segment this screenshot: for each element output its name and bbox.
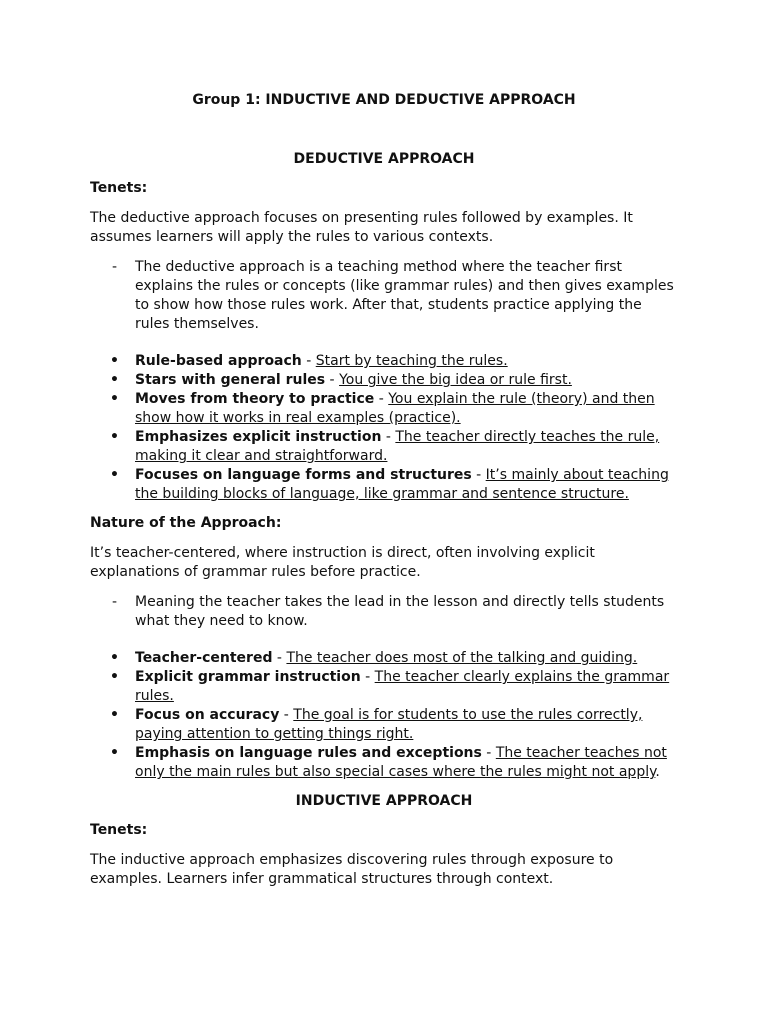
item-description: The teacher teaches not only the main rules but also special cases where the rules might not apply	[135, 745, 667, 780]
nature-dash-list	[90, 593, 678, 631]
list-item	[90, 390, 678, 428]
deductive-tenets-label: Tenets:	[90, 180, 148, 196]
item-separator: -	[325, 372, 340, 388]
item-separator: -	[301, 353, 316, 369]
item-description: The teacher directly teaches the rule, making it clear and straightforward.	[135, 429, 660, 464]
item-description: Start by teaching the rules.	[315, 353, 508, 369]
item-term: Explicit grammar instruction	[135, 669, 361, 685]
item-tail: .	[655, 764, 660, 780]
deductive-heading: DEDUCTIVE APPROACH	[293, 151, 475, 167]
deductive-tenets-dash-list	[90, 258, 678, 334]
list-item	[90, 649, 678, 668]
inductive-heading: INDUCTIVE APPROACH	[295, 793, 473, 809]
list-item	[90, 352, 678, 371]
item-term: Moves from theory to practice	[135, 391, 375, 407]
item-term: Emphasis on language rules and exceptions	[135, 745, 482, 761]
dash-item: - Meaning the teacher takes the lead in the lesson and directly tells students what they need to know.	[90, 593, 678, 631]
inductive-tenets-label: Tenets:	[90, 822, 148, 838]
deductive-tenets-bullets	[90, 352, 678, 504]
item-description: You explain the rule (theory) and then show how it works in real examples (practice).	[135, 391, 655, 426]
item-separator: -	[374, 391, 389, 407]
nature-label: Nature of the Approach:	[90, 515, 282, 531]
item-description: The goal is for students to use the rules correctly, paying attention to getting things right.	[135, 707, 643, 742]
item-description: The teacher does most of the talking and guiding.	[286, 650, 638, 666]
deductive-tenets-text: The deductive approach focuses on presenting rules followed by examples. It assumes learners will apply the rules to various contexts.	[90, 210, 633, 245]
item-separator: -	[272, 650, 287, 666]
item-separator: -	[381, 429, 396, 445]
list-item	[90, 466, 678, 504]
item-term: Focuses on language forms and structures	[135, 467, 472, 483]
list-item	[90, 428, 678, 466]
list-item	[90, 668, 678, 706]
item-separator: -	[279, 707, 294, 723]
nature-text: It’s teacher-centered, where instruction is direct, often involving explicit explanations of grammar rules before practice.	[90, 545, 595, 580]
item-term: Emphasizes explicit instruction	[135, 429, 382, 445]
item-term: Rule-based approach	[135, 353, 302, 369]
item-description: You give the big idea or rule first.	[339, 372, 572, 388]
document-title: Group 1: INDUCTIVE AND DEDUCTIVE APPROACH	[192, 92, 576, 108]
item-term: Focus on accuracy	[135, 707, 280, 723]
inductive-tenets-text: The inductive approach emphasizes discovering rules through exposure to examples. Learners infer grammatical structures through context.	[90, 852, 614, 887]
item-separator: -	[471, 467, 486, 483]
list-item	[90, 371, 678, 390]
item-term: Stars with general rules	[135, 372, 326, 388]
item-separator: -	[481, 745, 496, 761]
nature-bullets	[90, 649, 678, 782]
item-separator: -	[360, 669, 375, 685]
item-term: Teacher-centered	[135, 650, 273, 666]
list-item	[90, 706, 678, 744]
list-item	[90, 744, 678, 782]
item-description: The teacher clearly explains the grammar rules.	[135, 669, 670, 704]
dash-item: - The deductive approach is a teaching method where the teacher first explains the rules or concepts (like grammar rules) and then gives examples to show how those rules work. After that, students practice applying the rules themselves.	[90, 258, 678, 334]
item-description: It’s mainly about teaching the building blocks of language, like grammar and sentence structure.	[135, 467, 669, 502]
